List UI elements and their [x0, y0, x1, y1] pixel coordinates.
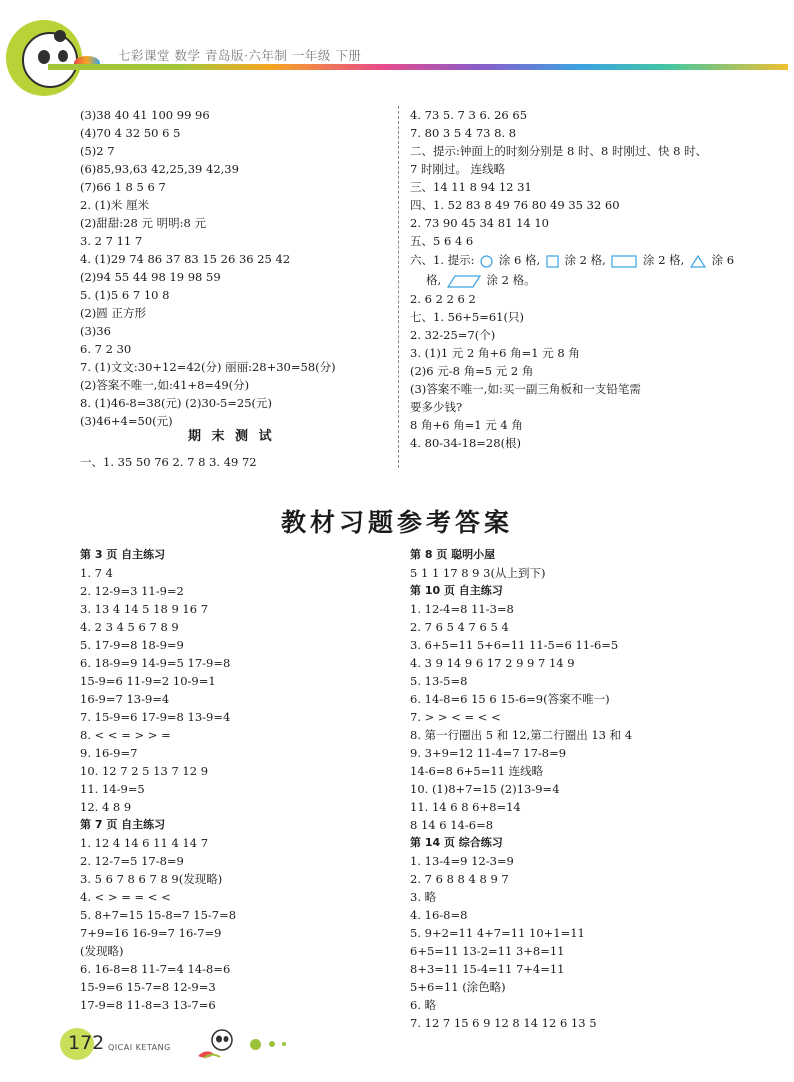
answer-line: (2)6 元-8 角=5 元 2 角: [410, 364, 534, 378]
answer-line: 5. 8+7=15 15-8=7 15-7=8: [80, 908, 237, 922]
answer-line: 第 3 页 自主练习: [80, 548, 166, 561]
mascot-ear-icon: [54, 30, 66, 42]
answer-line: 6. 略: [410, 998, 437, 1012]
answer-line: 5. 9+2=11 4+7=11 10+1=11: [410, 926, 585, 940]
parallelogram-shape-icon: [447, 275, 481, 288]
answer-line: 5. (1)5 6 7 10 8: [80, 288, 170, 302]
answer-line: 11. 14 6 8 6+8=14: [410, 800, 521, 814]
circle-shape-icon: [480, 255, 493, 268]
answer-line: 要多少钱?: [410, 400, 463, 414]
answer-line: 7 时刚过。 连线略: [410, 162, 506, 176]
page-number: 172: [68, 1032, 105, 1054]
answer-line: 6. 14-8=6 15 6 15-6=9(答案不唯一): [410, 692, 610, 706]
answer-line: 5+6=11 (涂色略): [410, 980, 506, 994]
decorative-dots: [250, 1036, 290, 1050]
answer-text: 格,: [426, 273, 442, 287]
answer-line: 7+9=16 16-9=7 16-7=9: [80, 926, 222, 940]
answer-line: 9. 16-9=7: [80, 746, 138, 760]
answer-line: (发现略): [80, 944, 124, 958]
answer-text: 涂 6: [711, 253, 735, 267]
dot-icon: [269, 1041, 275, 1047]
answer-line: 2. 73 90 45 34 81 14 10: [410, 216, 549, 230]
answer-line: 2. 12-7=5 17-8=9: [80, 854, 184, 868]
answer-line: 15-9=6 15-7=8 12-9=3: [80, 980, 216, 994]
answer-line: 1. 7 4: [80, 566, 113, 580]
answer-text: 涂 2 格。: [486, 273, 536, 287]
answer-line: 3. (1)1 元 2 角+6 角=1 元 8 角: [410, 346, 580, 360]
answer-line: 8+3=11 15-4=11 7+4=11: [410, 962, 565, 976]
answer-line: 7. > > < = < <: [410, 710, 501, 724]
answer-line: 7. (1)文文:30+12=42(分) 丽丽:28+30=58(分): [80, 360, 336, 374]
answer-line: 4. 3 9 14 9 6 17 2 9 9 7 14 9: [410, 656, 575, 670]
page-header: [0, 0, 794, 90]
answer-line: 10. (1)8+7=15 (2)13-9=4: [410, 782, 560, 796]
answer-line: 17-9=8 11-8=3 13-7=6: [80, 998, 216, 1012]
answer-line: 4. (1)29 74 86 37 83 15 26 36 25 42: [80, 252, 291, 266]
answer-line: 七、1. 56+5=61(只): [410, 310, 524, 324]
answer-line: 6. 7 2 30: [80, 342, 132, 356]
answer-line: 2. 12-9=3 11-9=2: [80, 584, 184, 598]
answer-line: 8 14 6 14-6=8: [410, 818, 494, 832]
answer-line: 3. 6+5=11 5+6=11 11-5=6 11-6=5: [410, 638, 619, 652]
bottom-right-answers: [410, 546, 632, 1032]
answer-line: 6. 18-9=9 14-9=5 17-9=8: [80, 656, 231, 670]
answer-line: 第 8 页 聪明小屋: [410, 548, 496, 561]
answer-line: 第 7 页 自主练习: [80, 818, 166, 831]
book-title: 七彩课堂 数学 青岛版·六年制 一年级 下册: [118, 48, 362, 63]
answer-text: 涂 2 格,: [643, 253, 685, 267]
answer-text: 涂 6 格,: [498, 253, 541, 267]
mascot-face-icon: [22, 32, 78, 88]
answer-line: 12. 4 8 9: [80, 800, 132, 814]
answer-line: 一、1. 35 50 76 2. 7 8 3. 49 72: [80, 455, 257, 469]
section-title-qimo: 期 末 测 试: [188, 429, 275, 444]
answer-text: 涂 2 格,: [564, 253, 606, 267]
answer-line: 10. 12 7 2 5 13 7 12 9: [80, 764, 209, 778]
answer-line: (2)圆 正方形: [80, 306, 146, 320]
answer-line: 16-9=7 13-9=4: [80, 692, 170, 706]
liu-answers: [410, 250, 734, 290]
answer-line: 4. 80-34-18=28(根): [410, 436, 522, 450]
rainbow-bar: [48, 64, 788, 70]
answer-line: 8. 第一行圈出 5 和 12,第二行圈出 13 和 4: [410, 728, 633, 742]
answer-line: 8. < < = > > =: [80, 728, 171, 742]
mascot-eye-icon: [38, 50, 50, 64]
answer-line: 六、1. 提示:: [410, 253, 475, 267]
footer-brand: QICAI KETANG: [108, 1043, 171, 1052]
top-right-answers: [410, 106, 707, 250]
answer-line: 6+5=11 13-2=11 3+8=11: [410, 944, 565, 958]
answer-line: 5 1 1 17 8 9 3(从上到下): [410, 566, 546, 580]
square-shape-icon: [546, 255, 559, 268]
answer-line: (3)46+4=50(元): [80, 414, 173, 428]
answer-line: 第 10 页 自主练习: [410, 584, 503, 597]
answer-line: 14-6=8 6+5=11 连线略: [410, 764, 544, 778]
answer-line: 6. 16-8=8 11-7=4 14-8=6: [80, 962, 231, 976]
answer-line: 第 14 页 综合练习: [410, 836, 503, 849]
answer-line: 4. 73 5. 7 3 6. 26 65: [410, 108, 528, 122]
answer-line: (3)答案不唯一,如:买一副三角板和一支铅笔需: [410, 382, 641, 396]
answer-line: 4. < > = = < <: [80, 890, 171, 904]
answer-line: 五、5 6 4 6: [410, 234, 474, 248]
dot-icon: [250, 1039, 261, 1050]
answer-line: 二、提示:钟面上的时刻分别是 8 时、8 时刚过、快 8 时、: [410, 144, 708, 158]
answer-line: 9. 3+9=12 11-4=7 17-8=9: [410, 746, 567, 760]
answer-line: 7. 12 7 15 6 9 12 8 14 12 6 13 5: [410, 1016, 597, 1030]
mascot-eye-icon: [58, 50, 68, 62]
answer-line: 2. 6 2 2 6 2: [410, 292, 476, 306]
answer-line: 1. 12 4 14 6 11 4 14 7: [80, 836, 209, 850]
answer-line: (4)70 4 32 50 6 5: [80, 126, 181, 140]
answer-line: 3. 13 4 14 5 18 9 16 7: [80, 602, 209, 616]
answer-line: (2)答案不唯一,如:41+8=49(分): [80, 378, 250, 392]
mascot-icon: [196, 1026, 238, 1062]
answer-line: 2. 32-25=7(个): [410, 328, 496, 342]
bottom-left-answers: [80, 546, 236, 1014]
answer-line: 2. 7 6 8 8 4 8 9 7: [410, 872, 509, 886]
answer-line: 5. 17-9=8 18-9=9: [80, 638, 184, 652]
rectangle-shape-icon: [611, 255, 637, 268]
answer-line: 11. 14-9=5: [80, 782, 145, 796]
answer-line: (2)94 55 44 98 19 98 59: [80, 270, 221, 284]
answer-line: (7)66 1 8 5 6 7: [80, 180, 166, 194]
answer-line: 2. 7 6 5 4 7 6 5 4: [410, 620, 509, 634]
answer-line: 四、1. 52 83 8 49 76 80 49 35 32 60: [410, 198, 620, 212]
page-main-title: 教材习题参考答案: [280, 508, 513, 537]
answer-line: 4. 2 3 4 5 6 7 8 9: [80, 620, 179, 634]
answer-line: (2)甜甜:28 元 明明:8 元: [80, 216, 206, 230]
answer-line: 8. (1)46-8=38(元) (2)30-5=25(元): [80, 396, 273, 410]
answer-line: 3. 2 7 11 7: [80, 234, 143, 248]
answer-line: 三、14 11 8 94 12 31: [410, 180, 532, 194]
answer-line: 3. 略: [410, 890, 437, 904]
answer-line: 2. (1)米 厘米: [80, 198, 150, 212]
answer-line: 7. 15-9=6 17-9=8 13-9=4: [80, 710, 231, 724]
answer-line: (3)38 40 41 100 99 96: [80, 108, 210, 122]
answer-line: (6)85,93,63 42,25,39 42,39: [80, 162, 239, 176]
answer-line: 15-9=6 11-9=2 10-9=1: [80, 674, 216, 688]
answer-line: (3)36: [80, 324, 111, 338]
answer-line: 3. 5 6 7 8 6 7 8 9(发现略): [80, 872, 223, 886]
top-left-answers: [80, 106, 336, 430]
qimo-answers: [80, 453, 257, 471]
answer-line: 7. 80 3 5 4 73 8. 8: [410, 126, 517, 140]
column-divider: [398, 106, 399, 468]
answer-line: 1. 13-4=9 12-3=9: [410, 854, 514, 868]
top-right-answers-2: [410, 290, 641, 452]
answer-line: 8 角+6 角=1 元 4 角: [410, 418, 523, 432]
answer-line: (5)2 7: [80, 144, 115, 158]
answer-line: 5. 13-5=8: [410, 674, 468, 688]
answer-line: 1. 12-4=8 11-3=8: [410, 602, 514, 616]
dot-icon: [282, 1042, 286, 1046]
answer-line: 4. 16-8=8: [410, 908, 468, 922]
triangle-shape-icon: [690, 255, 706, 268]
